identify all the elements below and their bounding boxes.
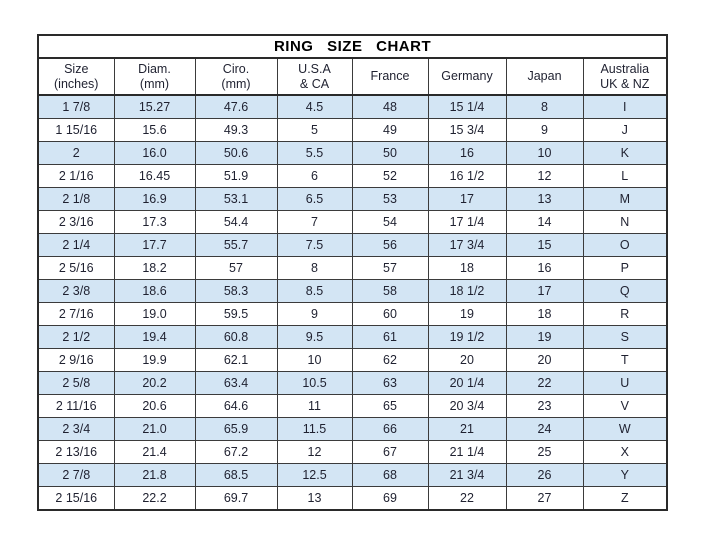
- header-label: U.S.A: [298, 62, 331, 77]
- header-label: Japan: [527, 69, 562, 84]
- table-cell: 57: [352, 257, 428, 280]
- table-cell: 2 15/16: [38, 487, 114, 511]
- table-cell: 47.6: [195, 95, 277, 119]
- table-row: [38, 372, 667, 395]
- table-row: [38, 142, 667, 165]
- table-row: [38, 326, 667, 349]
- table-cell: 21: [428, 418, 506, 441]
- table-cell: 67: [352, 441, 428, 464]
- header-sublabel: UK & NZ: [600, 76, 650, 91]
- table-cell: 60.8: [195, 326, 277, 349]
- header-label: Ciro.: [222, 62, 250, 77]
- table-row: [38, 95, 667, 119]
- table-cell: I: [583, 95, 667, 119]
- table-cell: 16.0: [114, 142, 195, 165]
- table-cell: 21.0: [114, 418, 195, 441]
- table-cell: 12: [506, 165, 583, 188]
- table-row: [38, 487, 667, 511]
- table-cell: 16: [428, 142, 506, 165]
- table-cell: 2 1/4: [38, 234, 114, 257]
- table-cell: 67.2: [195, 441, 277, 464]
- table-cell: 8: [277, 257, 352, 280]
- table-cell: 19.4: [114, 326, 195, 349]
- column-header-japan: [506, 58, 583, 95]
- table-cell: 27: [506, 487, 583, 511]
- ring-size-chart: [37, 34, 668, 511]
- table-cell: 20: [506, 349, 583, 372]
- header-label: Germany: [441, 69, 493, 84]
- header-sublabel: (mm): [221, 76, 251, 91]
- table-cell: W: [583, 418, 667, 441]
- table-cell: 2 7/8: [38, 464, 114, 487]
- table-cell: 19: [428, 303, 506, 326]
- ring-size-table: [37, 34, 668, 511]
- table-cell: 54.4: [195, 211, 277, 234]
- table-cell: 61: [352, 326, 428, 349]
- table-cell: 13: [506, 188, 583, 211]
- column-header-diam-mm: [114, 58, 195, 95]
- table-cell: 15.6: [114, 119, 195, 142]
- table-cell: 9: [277, 303, 352, 326]
- table-cell: 57: [195, 257, 277, 280]
- table-cell: 10.5: [277, 372, 352, 395]
- table-cell: 15.27: [114, 95, 195, 119]
- table-cell: 8: [506, 95, 583, 119]
- table-cell: 5: [277, 119, 352, 142]
- table-cell: 18 1/2: [428, 280, 506, 303]
- table-cell: 17 3/4: [428, 234, 506, 257]
- table-cell: 21 3/4: [428, 464, 506, 487]
- table-cell: 62.1: [195, 349, 277, 372]
- table-cell: 15: [506, 234, 583, 257]
- header-label: Australia: [600, 62, 650, 77]
- table-cell: 58.3: [195, 280, 277, 303]
- column-header-usa-ca: [277, 58, 352, 95]
- table-cell: 62: [352, 349, 428, 372]
- table-row: [38, 280, 667, 303]
- table-cell: 2: [38, 142, 114, 165]
- table-cell: 16: [506, 257, 583, 280]
- table-cell: 10: [277, 349, 352, 372]
- table-cell: S: [583, 326, 667, 349]
- table-cell: 17.3: [114, 211, 195, 234]
- table-cell: 16.45: [114, 165, 195, 188]
- header-sublabel: (inches): [54, 76, 99, 91]
- table-cell: Y: [583, 464, 667, 487]
- table-cell: 22: [428, 487, 506, 511]
- table-cell: 60: [352, 303, 428, 326]
- header-label: Diam.: [138, 62, 171, 77]
- table-cell: 53: [352, 188, 428, 211]
- column-header-france: [352, 58, 428, 95]
- column-header-size-inches: [38, 58, 114, 95]
- table-cell: 66: [352, 418, 428, 441]
- table-cell: 12.5: [277, 464, 352, 487]
- table-cell: L: [583, 165, 667, 188]
- table-cell: 16 1/2: [428, 165, 506, 188]
- table-cell: 2 7/16: [38, 303, 114, 326]
- table-cell: 2 9/16: [38, 349, 114, 372]
- table-cell: 12: [277, 441, 352, 464]
- table-cell: 26: [506, 464, 583, 487]
- table-cell: 22.2: [114, 487, 195, 511]
- table-cell: Q: [583, 280, 667, 303]
- table-row: [38, 211, 667, 234]
- table-cell: 69: [352, 487, 428, 511]
- header-label: France: [370, 69, 410, 84]
- table-cell: 23: [506, 395, 583, 418]
- table-cell: 4.5: [277, 95, 352, 119]
- table-cell: 68.5: [195, 464, 277, 487]
- table-cell: 20 1/4: [428, 372, 506, 395]
- table-row: [38, 303, 667, 326]
- table-cell: 11.5: [277, 418, 352, 441]
- table-cell: 2 3/8: [38, 280, 114, 303]
- table-cell: 2 5/8: [38, 372, 114, 395]
- table-cell: 14: [506, 211, 583, 234]
- table-cell: 19: [506, 326, 583, 349]
- table-cell: T: [583, 349, 667, 372]
- header-sublabel: (mm): [139, 76, 170, 91]
- table-cell: 25: [506, 441, 583, 464]
- table-cell: 11: [277, 395, 352, 418]
- table-cell: R: [583, 303, 667, 326]
- table-row: [38, 119, 667, 142]
- table-cell: 65.9: [195, 418, 277, 441]
- table-cell: 22: [506, 372, 583, 395]
- table-cell: 63: [352, 372, 428, 395]
- table-cell: 17.7: [114, 234, 195, 257]
- table-cell: 18: [428, 257, 506, 280]
- table-cell: 17: [428, 188, 506, 211]
- header-sublabel: & CA: [299, 76, 330, 91]
- table-cell: Z: [583, 487, 667, 511]
- table-cell: 59.5: [195, 303, 277, 326]
- table-cell: O: [583, 234, 667, 257]
- table-cell: 69.7: [195, 487, 277, 511]
- chart-title: RING SIZE CHART: [38, 35, 667, 58]
- table-cell: 17: [506, 280, 583, 303]
- table-cell: 20: [428, 349, 506, 372]
- table-cell: 5.5: [277, 142, 352, 165]
- table-cell: 2 1/8: [38, 188, 114, 211]
- table-cell: 68: [352, 464, 428, 487]
- table-cell: 19.9: [114, 349, 195, 372]
- header-row: [38, 58, 667, 95]
- table-cell: X: [583, 441, 667, 464]
- table-cell: P: [583, 257, 667, 280]
- table-cell: 65: [352, 395, 428, 418]
- table-cell: J: [583, 119, 667, 142]
- table-cell: 2 13/16: [38, 441, 114, 464]
- table-cell: 20 3/4: [428, 395, 506, 418]
- table-cell: U: [583, 372, 667, 395]
- table-cell: 19.0: [114, 303, 195, 326]
- table-cell: 2 5/16: [38, 257, 114, 280]
- table-cell: 52: [352, 165, 428, 188]
- table-cell: 9: [506, 119, 583, 142]
- column-header-australia-uk-nz: [583, 58, 667, 95]
- table-cell: 51.9: [195, 165, 277, 188]
- column-header-germany: [428, 58, 506, 95]
- table-cell: 16.9: [114, 188, 195, 211]
- table-cell: 50: [352, 142, 428, 165]
- table-cell: K: [583, 142, 667, 165]
- table-row: [38, 188, 667, 211]
- table-cell: 1 7/8: [38, 95, 114, 119]
- table-cell: 48: [352, 95, 428, 119]
- table-cell: 58: [352, 280, 428, 303]
- title-row: [38, 35, 667, 58]
- table-cell: 18.2: [114, 257, 195, 280]
- table-cell: 21 1/4: [428, 441, 506, 464]
- table-cell: 2 3/16: [38, 211, 114, 234]
- table-cell: 54: [352, 211, 428, 234]
- table-cell: 49: [352, 119, 428, 142]
- table-cell: 18: [506, 303, 583, 326]
- table-cell: 2 1/2: [38, 326, 114, 349]
- table-cell: 6: [277, 165, 352, 188]
- table-cell: 10: [506, 142, 583, 165]
- table-cell: 64.6: [195, 395, 277, 418]
- table-cell: 55.7: [195, 234, 277, 257]
- table-cell: 21.8: [114, 464, 195, 487]
- table-row: [38, 165, 667, 188]
- table-cell: 49.3: [195, 119, 277, 142]
- table-cell: 7.5: [277, 234, 352, 257]
- table-body: [38, 95, 667, 510]
- table-cell: 9.5: [277, 326, 352, 349]
- header-label: Size: [64, 62, 89, 77]
- table-cell: 24: [506, 418, 583, 441]
- table-row: [38, 234, 667, 257]
- table-cell: 56: [352, 234, 428, 257]
- table-cell: 2 11/16: [38, 395, 114, 418]
- table-cell: 2 1/16: [38, 165, 114, 188]
- table-row: [38, 349, 667, 372]
- table-cell: 20.6: [114, 395, 195, 418]
- table-row: [38, 441, 667, 464]
- column-header-ciro-mm: [195, 58, 277, 95]
- table-cell: 15 1/4: [428, 95, 506, 119]
- table-cell: 1 15/16: [38, 119, 114, 142]
- table-cell: 17 1/4: [428, 211, 506, 234]
- table-cell: V: [583, 395, 667, 418]
- table-cell: 63.4: [195, 372, 277, 395]
- table-row: [38, 257, 667, 280]
- table-cell: 53.1: [195, 188, 277, 211]
- table-cell: 15 3/4: [428, 119, 506, 142]
- table-cell: M: [583, 188, 667, 211]
- table-row: [38, 395, 667, 418]
- table-cell: 2 3/4: [38, 418, 114, 441]
- table-row: [38, 464, 667, 487]
- table-cell: 13: [277, 487, 352, 511]
- table-cell: 21.4: [114, 441, 195, 464]
- table-row: [38, 418, 667, 441]
- table-cell: 18.6: [114, 280, 195, 303]
- table-cell: N: [583, 211, 667, 234]
- table-cell: 8.5: [277, 280, 352, 303]
- table-cell: 7: [277, 211, 352, 234]
- table-cell: 6.5: [277, 188, 352, 211]
- table-cell: 19 1/2: [428, 326, 506, 349]
- table-cell: 50.6: [195, 142, 277, 165]
- table-cell: 20.2: [114, 372, 195, 395]
